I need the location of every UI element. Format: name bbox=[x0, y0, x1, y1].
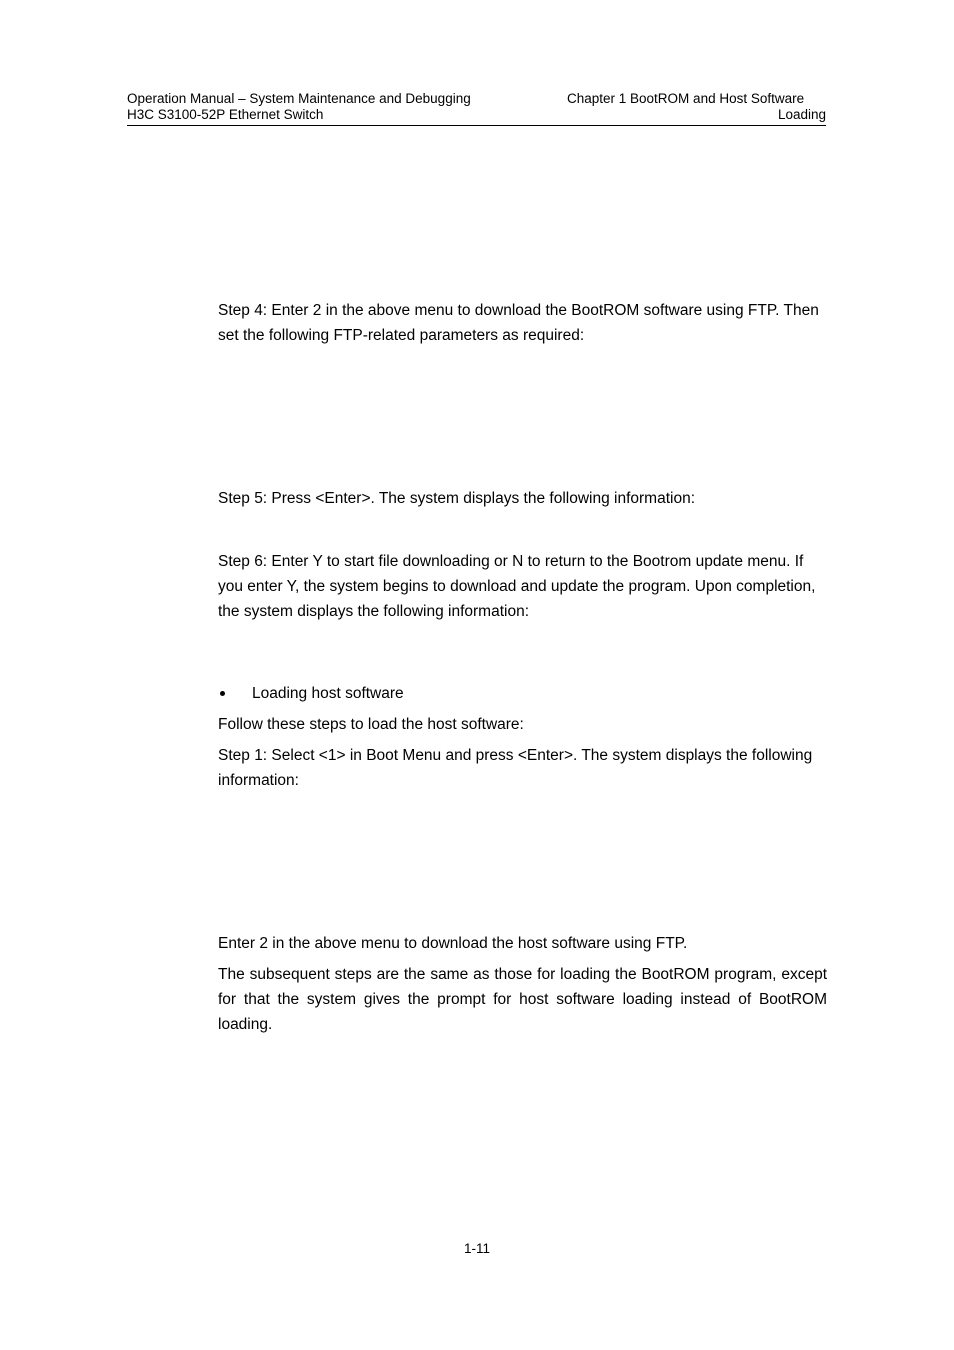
page-number: 1-11 bbox=[463, 1241, 491, 1256]
page-header bbox=[127, 91, 826, 126]
host-step1-paragraph: Step 1: Select <1> in Boot Menu and press <Enter>. The system displays the following information: bbox=[218, 747, 813, 789]
follow-steps-paragraph: Follow these steps to load the host software: bbox=[218, 716, 524, 733]
chapter-title: Chapter 1 BootROM and Host Software bbox=[567, 91, 805, 106]
header-right bbox=[566, 91, 826, 123]
bullet-label: Loading host software bbox=[252, 685, 404, 702]
product-name: H3C S3100-52P Ethernet Switch bbox=[127, 107, 324, 122]
chapter-title-continued: Loading bbox=[777, 107, 826, 122]
enter2-host-paragraph: Enter 2 in the above menu to download the host software using FTP. bbox=[218, 935, 688, 952]
bullet-icon bbox=[220, 691, 225, 696]
step4-paragraph: Step 4: Enter 2 in the above menu to download the BootROM software using FTP. Then set the following FTP-related parameters as required: bbox=[218, 302, 819, 344]
header-left bbox=[127, 91, 471, 123]
manual-title: Operation Manual – System Maintenance and Debugging bbox=[127, 91, 471, 106]
subsequent-steps-paragraph: The subsequent steps are the same as those for loading the BootROM program, except for that the system gives the prompt for host software loading instead of BootROM loading. bbox=[218, 966, 827, 1033]
step5-paragraph: Step 5: Press <Enter>. The system displays the following information: bbox=[218, 490, 696, 507]
step6-paragraph: Step 6: Enter Y to start file downloading or N to return to the Bootrom update menu. If you enter Y, the system begins to download and update the program. Upon completion, the system displays the following information: bbox=[218, 553, 816, 620]
